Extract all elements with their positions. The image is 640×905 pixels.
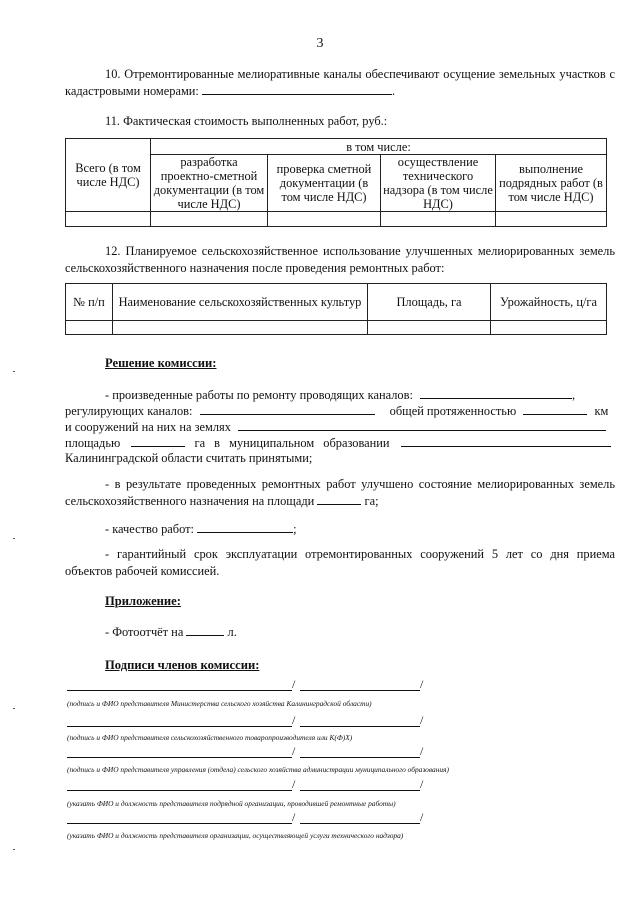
scan-speck xyxy=(13,708,15,709)
signature-line-3[interactable]: / / xyxy=(67,746,427,758)
decision-p1-h: Калининградской области считать принятыми; xyxy=(65,451,313,465)
decision-line-4 xyxy=(65,435,615,452)
signature-caption-1: (подпись и ФИО представителя Министерства сельского хозяйства Калининградской области) xyxy=(67,699,372,708)
decision-p1-d: км xyxy=(594,404,609,418)
lands-blank[interactable] xyxy=(238,419,606,431)
decision-p2-end: га; xyxy=(364,494,379,508)
col-estimate-check: проверка сметной документации (в том числе НДС) xyxy=(268,155,381,212)
drain-canals-blank[interactable] xyxy=(420,387,572,399)
length-blank[interactable] xyxy=(523,403,587,415)
col-contract-works: выполнение подрядных работ (в том числе НДС) xyxy=(496,155,607,212)
cell-number[interactable] xyxy=(66,321,113,335)
appendix-photo xyxy=(105,624,237,640)
appendix-heading: Приложение: xyxy=(105,594,181,608)
signature-line-4[interactable]: / / xyxy=(67,779,427,791)
signature-caption-2: (подпись и ФИО представителя сельскохозяйственного товаропроизводителя или К(Ф)Х) xyxy=(67,733,353,742)
decision-p2 xyxy=(65,476,615,510)
group-header: в том числе: xyxy=(151,139,607,155)
decision-p1-c: общей протяженностью xyxy=(389,404,517,418)
cell-total[interactable] xyxy=(66,212,151,227)
cell-supervision[interactable] xyxy=(381,212,496,227)
signature-line-5[interactable]: / / xyxy=(67,812,427,824)
decision-heading: Решение комиссии: xyxy=(105,356,217,370)
cell-design[interactable] xyxy=(151,212,268,227)
decision-line-2 xyxy=(65,403,615,420)
col-tech-supervision: осуществление технического надзора (в том числе НДС) xyxy=(381,155,496,212)
col-number: № п/п xyxy=(66,284,113,321)
scan-speck xyxy=(13,371,15,372)
regulating-canals-blank[interactable] xyxy=(200,403,375,415)
cadastral-numbers-blank[interactable] xyxy=(202,83,392,95)
signature-caption-3: (подпись и ФИО представителя управления (отдела) сельского хозяйства администрации муниципального образования) xyxy=(67,765,449,774)
cell-estimate[interactable] xyxy=(268,212,381,227)
decision-p2-text: - в результате проведенных ремонтных работ улучшено состояние мелиорированных земель сельскохозяйственного назначения на площади xyxy=(65,477,615,508)
decision-p3-end: ; xyxy=(293,522,297,536)
col-area: Площадь, га xyxy=(368,284,491,321)
table-row xyxy=(66,321,607,335)
appendix-photo-end: л. xyxy=(227,625,237,639)
crops-table xyxy=(65,283,607,335)
col-yield: Урожайность, ц/га xyxy=(491,284,607,321)
improved-area-blank[interactable] xyxy=(317,493,361,505)
pages-blank[interactable] xyxy=(186,624,224,636)
item-10-text: 10. Отремонтированные мелиоративные каналы обеспечивают осущение земельных участков с кадастровыми номерами: xyxy=(65,67,615,98)
decision-p1-f: площадью xyxy=(65,436,121,450)
signature-line-2[interactable]: / / xyxy=(67,715,427,727)
signature-caption-4: (указать ФИО и должность представителя подрядной организации, проводившей ремонтные работы) xyxy=(67,799,396,808)
decision-p1-g: га в муниципальном образовании xyxy=(194,436,390,450)
cost-table xyxy=(65,138,607,227)
cell-contract[interactable] xyxy=(496,212,607,227)
table-row xyxy=(66,212,607,227)
scan-speck xyxy=(13,538,15,539)
appendix-photo-text: - Фотоотчёт на xyxy=(105,625,184,639)
decision-p1-a: - произведенные работы по ремонту проводящих каналов: xyxy=(105,388,413,402)
scan-speck xyxy=(13,849,15,850)
decision-p3-text: - качество работ: xyxy=(105,522,194,536)
area-blank[interactable] xyxy=(131,435,185,447)
decision-p1-e: и сооружений на них на землях xyxy=(65,420,231,434)
signature-caption-5: (указать ФИО и должность представителя организации, осуществляющей услуги технического надзора) xyxy=(67,831,404,840)
municipality-blank[interactable] xyxy=(401,435,611,447)
col-design-docs: разработка проектно-сметной документации (в том числе НДС) xyxy=(151,155,268,212)
decision-line-3 xyxy=(65,419,615,436)
page-number: 3 xyxy=(316,36,324,51)
decision-line-1: - произведенные работы по ремонту проводящих каналов: , xyxy=(105,388,576,402)
decision-p1-b: регулирующих каналов: xyxy=(65,404,193,418)
cell-yield[interactable] xyxy=(491,321,607,335)
col-crops: Наименование сельскохозяйственных культур xyxy=(113,284,368,321)
item-10-end: . xyxy=(392,84,396,98)
decision-p3 xyxy=(105,521,297,537)
decision-p4: - гарантийный срок эксплуатации отремонтированных сооружений 5 лет со дня приема объектов рабочей комиссией. xyxy=(65,547,615,578)
signature-line-1[interactable]: / / xyxy=(67,679,427,691)
cell-crop[interactable] xyxy=(113,321,368,335)
item-10 xyxy=(65,66,615,100)
item-11-title: 11. Фактическая стоимость выполненных работ, руб.: xyxy=(105,114,388,128)
signatures-heading: Подписи членов комиссии: xyxy=(105,658,260,672)
cell-area[interactable] xyxy=(368,321,491,335)
quality-blank[interactable] xyxy=(197,521,293,533)
col-total: Всего (в том числе НДС) xyxy=(66,139,151,212)
item-12-title: 12. Планируемое сельскохозяйственное использование улучшенных мелиорированных земель сельскохозяйственного назначения после проведения ремонтных работ: xyxy=(65,244,615,275)
